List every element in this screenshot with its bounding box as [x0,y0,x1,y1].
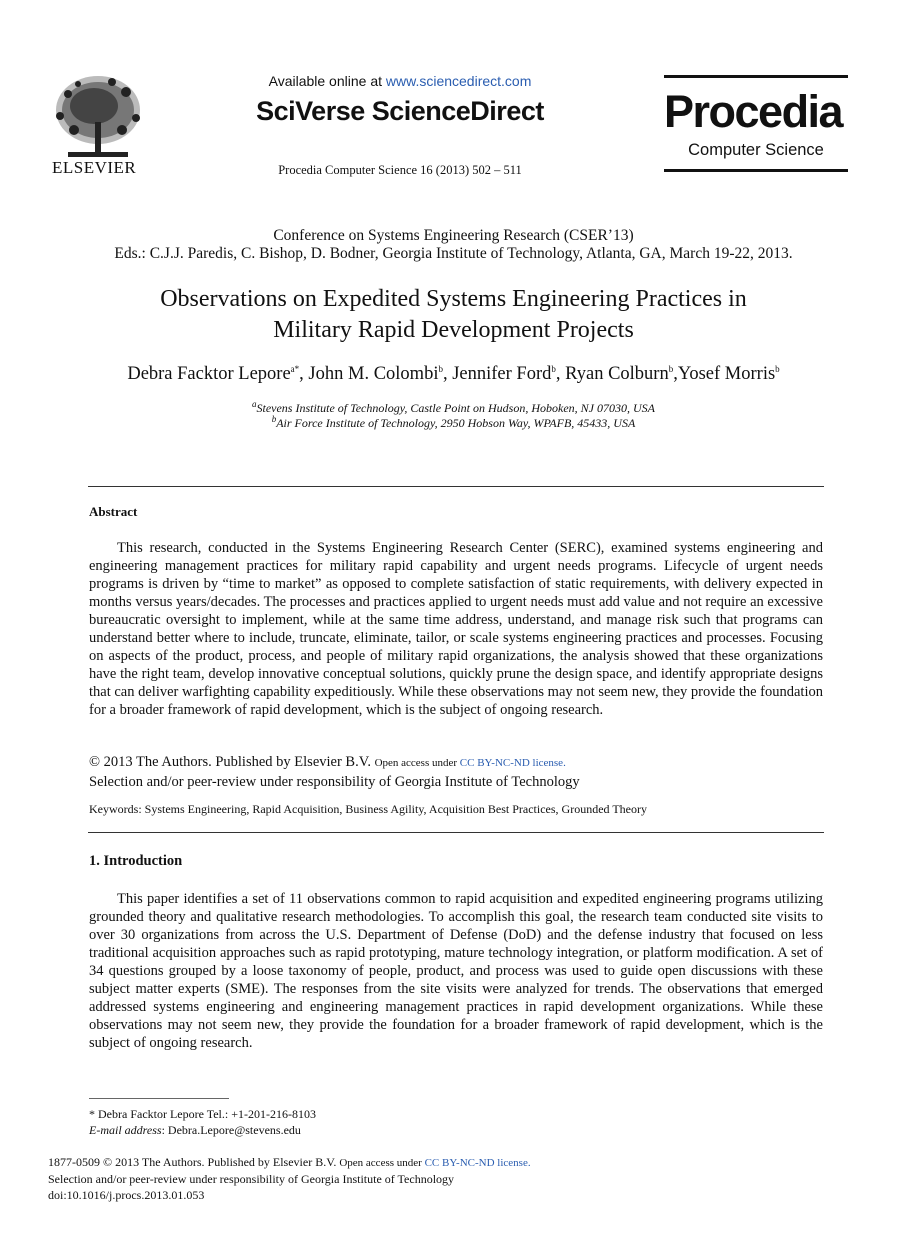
abstract-peer-review: Selection and/or peer-review under responsibility of Georgia Institute of Technology [89,774,580,790]
introduction-body [89,890,823,1052]
abstract-body [89,539,823,719]
procedia-subtitle: Computer Science [688,141,824,159]
introduction-text: This paper identifies a set of 11 observations common to rapid acquisition and expedited engineering programs utilizing grounded theory and qualitative research methodologies. To accomplish this goal, the research team conducted site visits to over 30 organizations from across the U.S. Department of Defense (DoD) and the defense industry that focused on less traditional acquisition approaches such as rapid prototyping, mature technology integration, or platform modification. A set of 34 questions grouped by a loose taxonomy of people, product, and process was used to guide open discussions with these subject matter experts (SME). The responses from the site visits were analyzed for trends. The observations that emerged addressed systems engineering and engineering management practices in rapid development organizations. While these observations may not seem new, they provide the foundation for a broader framework of rapid development, which is the subject of ongoing research. [89,891,823,1051]
conference-editors: Eds.: C.J.J. Paredis, C. Bishop, D. Bodner, Georgia Institute of Technology, Atlanta, GA, March 19-22, 2013. [114,245,793,262]
abstract-copyright: © 2013 The Authors. Published by Elsevier B.V. Open access under CC BY-NC-ND license. [89,754,566,770]
sciverse-logo: SciVerse ScienceDirect [256,96,544,126]
affiliation-a: $^a$Stevens Institute of Technology, Castle Point on Hudson, Hoboken, NJ 07030, USA [251,399,655,415]
corresponding-author: * Debra Facktor Lepore Tel.: +1-201-216-8103 [89,1107,316,1121]
introduction-heading: 1. Introduction [89,853,183,869]
paper-title [40,284,867,346]
footer-license-link[interactable]: CC BY-NC-ND license. [424,1157,531,1169]
procedia-logo [664,75,848,175]
keywords-label: Keywords: [89,802,142,816]
affiliations [40,401,867,431]
license-link[interactable]: CC BY-NC-ND license. [459,757,566,769]
abstract-text: This research, conducted in the Systems Engineering Research Center (SERC), examined systems engineering and engineering management practices for military rapid capability and urgent needs programs. Lifecycle of urgent needs programs is driven by “time to market” as opposed to complete satisfaction of static requirements, with delivery expected in months versus years/decades. The processes and practices applied to urgent needs must add value and not require an excessive bureaucratic oversight to implement, while at the same time address, understand, and manage risk such that programs can understand better where to include, truncate, eliminate, tailor, or scale systems engineering practices and processes. Focusing on aspects of the product, process, and people of military rapid organizations, the analysis showed that these organizations have the right team, develop innovative conceptual solutions, quickly prune the design space, and identify appropriate designs that can deliver warfighting capability expeditiously. While these observations may not seem new, they provide the foundation for a broader framework of rapid development, which is the subject of ongoing research. [89,540,823,718]
procedia-title: Procedia [664,86,843,137]
keywords [89,802,647,817]
elsevier-wordmark: ELSEVIER [52,158,137,177]
authors [40,364,867,385]
title-line-1: Observations on Expedited Systems Engineering Practices in [160,286,747,312]
sciencedirect-link[interactable]: www.sciencedirect.com [385,73,532,89]
journal-reference: Procedia Computer Science 16 (2013) 502 – 511 [278,163,522,177]
divider-top [88,486,824,487]
affiliation-b: $^b$Air Force Institute of Technology, 2950 Hobson Way, WPAFB, 45433, USA [271,414,636,430]
divider-bottom [88,832,824,833]
abstract-heading: Abstract [89,504,138,519]
author: Debra Facktor Lepore$^{a*}$, [127,363,309,384]
author: Jennifer Ford$^b$, [452,363,566,384]
keywords-list: Systems Engineering, Rapid Acquisition, Business Agility, Acquisition Best Practices, Grounded Theory [144,802,647,816]
footer-copyright: 1877-0509 © 2013 The Authors. Published by Elsevier B.V. Open access under CC BY-NC-ND license. [48,1155,531,1169]
author: Yosef Morris$^b$ [677,363,780,384]
author: Ryan Colburn$^b$, [565,363,678,384]
email-line: E-mail address: Debra.Lepore@stevens.edu [89,1123,301,1137]
elsevier-tree-icon [48,72,148,162]
available-online: Available online at www.sciencedirect.com [268,73,532,89]
author: John M. Colombi$^b$, [308,363,453,384]
procedia-top-rule [664,75,848,78]
footer-doi: doi:10.1016/j.procs.2013.01.053 [48,1188,205,1202]
procedia-bottom-rule [664,169,848,172]
title-line-2: Military Rapid Development Projects [273,317,634,343]
elsevier-logo [48,72,148,180]
footer [48,1154,531,1203]
footer-peer-review: Selection and/or peer-review under responsibility of Georgia Institute of Technology [48,1172,455,1186]
footnote-rule [89,1098,229,1099]
footnote [89,1106,316,1138]
conference-name: Conference on Systems Engineering Research (CSER’13) [273,227,634,244]
